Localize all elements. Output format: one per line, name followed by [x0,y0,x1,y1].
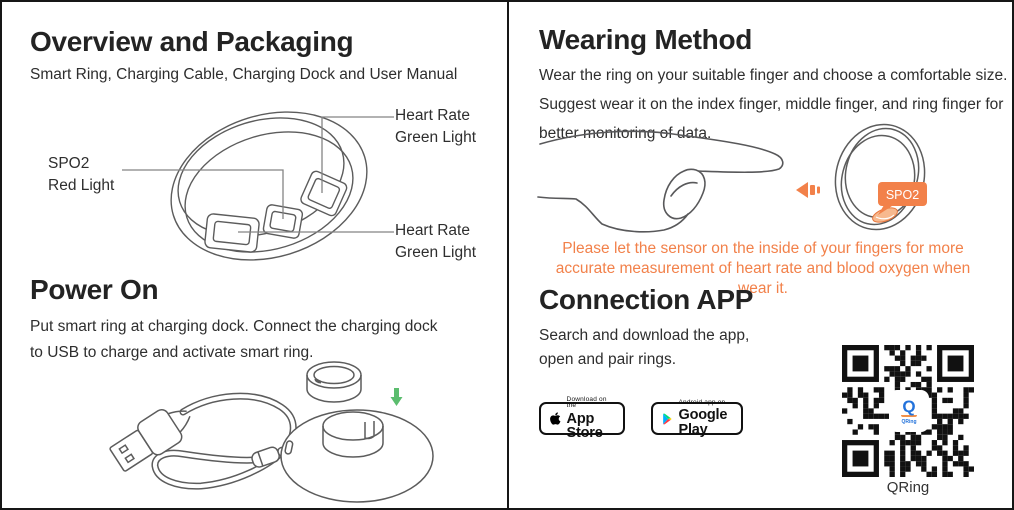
app-store-name: App Store [566,410,603,441]
qr-code [842,345,974,477]
left-arrow-icon [795,179,823,203]
qring-logo-text: QRing [901,418,917,425]
google-play-badge[interactable] [651,398,743,438]
ring-spo2-illustration [828,122,934,238]
power-on-heading: Power On [30,274,159,305]
app-store-tagline: Download on the [566,395,607,409]
apple-logo-icon [550,409,561,428]
wearing-method-body: Wear the ring on your suitable finger and choose a comfortable size. Suggest wear it on the index finger, middle finger, and ring finger for better monitoring of data. [539,67,1008,142]
charging-dock-illustration [97,352,439,509]
app-store-badge[interactable] [539,395,625,441]
label-spo2-red-light: SPO2 Red Light [48,155,115,194]
label-heart-rate-top: Heart Rate Green Light [395,107,476,146]
qr-caption: QRing [886,479,930,496]
ring-above-dock [307,362,361,402]
wearing-method-heading: Wearing Method [539,24,753,55]
down-arrow-icon [391,388,403,406]
svg-text:SPO2: SPO2 [885,188,920,202]
google-play-tagline: Android app on [678,398,726,406]
overview-heading: Overview and Packaging [30,26,354,57]
label-heart-rate-bottom: Heart Rate Green Light [395,222,476,261]
google-play-name: Google Play [678,407,728,438]
panel-divider [507,2,509,510]
google-play-icon [662,410,672,428]
overview-subtext: Smart Ring, Charging Cable, Charging Dock and User Manual [30,66,458,83]
connection-app-heading: Connection APP [539,284,754,315]
qring-logo [891,392,927,430]
qring-logo-letter: Q [902,396,916,416]
power-on-body: Put smart ring at charging dock. Connect the charging dock to USB to charge and activate smart ring. [30,318,438,361]
connection-app-body: Search and download the app, open and pair rings. [539,327,750,368]
hand-pointing-illustration [530,126,800,241]
sensor-note: Please let the sensor on the inside of your fingers for more accurate measurement of heart rate and blood oxygen when wear it. [555,240,971,297]
